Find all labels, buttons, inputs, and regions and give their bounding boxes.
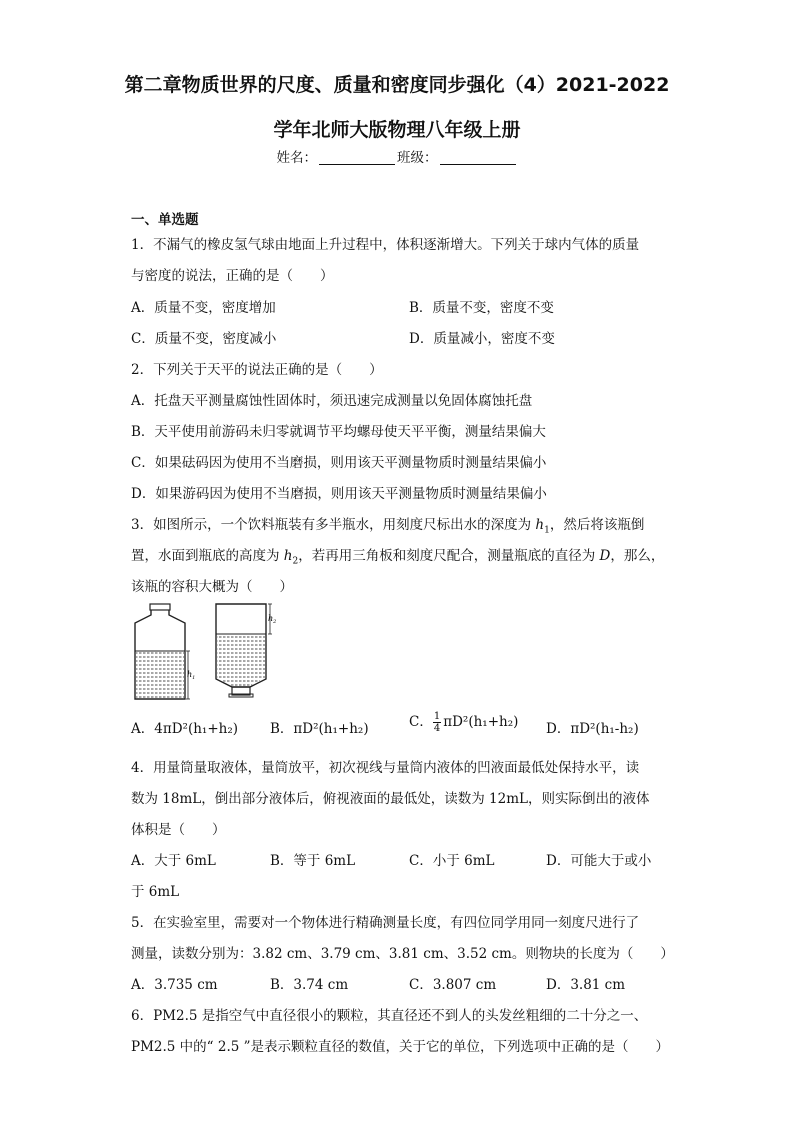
q4-option-b: B．等于 6mL xyxy=(270,853,356,869)
page-title: 第二章物质世界的尺度、质量和密度同步强化（4）2021-2022 xyxy=(124,74,670,96)
q3-stem-line1: 3．如图所示，一个饮料瓶装有多半瓶水，用刻度尺标出水的深度为 $h_1$，然后将该瓶倒 xyxy=(131,517,645,536)
q6-stem-line1: 6．PM2.5 是指空气中直径很小的颗粒，其直径还不到人的头发丝粗细的二十分之一、 xyxy=(131,1008,648,1024)
q2-option-a: A．托盘天平测量腐蚀性固体时，须迅速完成测量以免固体腐蚀托盘 xyxy=(131,393,533,409)
q4-stem-line2: 数为 18mL，倒出部分液体后，俯视液面的最低处，读数为 12mL，则实际倒出的液体 xyxy=(131,791,650,807)
name-class-row xyxy=(0,146,794,166)
h2-symbol: h xyxy=(283,548,293,564)
q5-option-c: C．3.807 cm xyxy=(409,977,497,993)
h1-symbol: h xyxy=(535,517,545,533)
q5-stem-line1: 5．在实验室里，需要对一个物体进行精确测量长度，有四位同学用同一刻度尺进行了 xyxy=(131,915,640,931)
q1-option-b: B．质量不变，密度不变 xyxy=(409,300,554,316)
name-label: 姓名： xyxy=(276,150,317,166)
q2-option-b: B．天平使用前游码未归零就调节平均螺母使天平平衡，测量结果偏大 xyxy=(131,424,546,440)
name-field[interactable] xyxy=(319,150,395,165)
q3-option-c: C． $\frac{1}{4}$ πD²(h₁+h₂) xyxy=(409,711,519,734)
q2-option-d: D．如果游码因为使用不当磨损，则用该天平测量物质时测量结果偏小 xyxy=(131,486,547,502)
section-heading: 一、单选题 xyxy=(131,212,199,228)
q1-stem-line1: 1．不漏气的橡皮氢气球由地面上升过程中，体积逐渐增大。下列关于球内气体的质量 xyxy=(131,237,640,253)
quarter-fraction: $\frac{1}{4}$ xyxy=(433,711,441,734)
q5-option-a: A．3.735 cm xyxy=(131,977,218,993)
q4-option-d: D．可能大于或小 xyxy=(546,853,652,869)
q4-option-c: C．小于 6mL xyxy=(409,853,495,869)
q5-option-b: B．3.74 cm xyxy=(270,977,349,993)
q3-stem-line2: 置，水面到瓶底的高度为 $h_2$，若再用三角板和刻度尺配合，测量瓶底的直径为 D，那么， xyxy=(131,548,665,567)
q4-stem-line1: 4．用量筒量取液体，量筒放平，初次视线与量筒内液体的凹液面最低处保持水平，读 xyxy=(131,760,640,776)
q2-stem: 2．下列关于天平的说法正确的是（ ） xyxy=(131,362,383,378)
q1-option-a: A．质量不变，密度增加 xyxy=(131,300,276,316)
page-subtitle: 学年北师大版物理八年级上册 xyxy=(273,119,521,141)
d-symbol: D xyxy=(599,548,611,564)
class-field[interactable] xyxy=(440,150,516,165)
q2-option-c: C．如果砝码因为使用不当磨损，则用该天平测量物质时测量结果偏小 xyxy=(131,455,547,471)
q5-option-d: D．3.81 cm xyxy=(546,977,626,993)
q4-option-d-cont: 于 6mL xyxy=(131,884,180,900)
fig-h2-label: $h_2$ xyxy=(268,614,277,625)
q1-stem-line2: 与密度的说法，正确的是（ ） xyxy=(131,268,334,284)
q6-stem-line2: PM2.5 中的“ 2.5 ”是表示颗粒直径的数值，关于它的单位，下列选项中正确的是（ ） xyxy=(131,1039,670,1055)
q1-option-c: C．质量不变，密度减小 xyxy=(131,331,277,347)
q4-option-a: A．大于 6mL xyxy=(131,853,216,869)
q3-option-b: B．πD²(h₁+h₂) xyxy=(270,721,369,737)
q1-option-d: D．质量减小，密度不变 xyxy=(409,331,555,347)
q3-option-d: D．πD²(h₁-h₂) xyxy=(546,721,639,737)
inverted-bottle xyxy=(216,604,276,697)
bottle-figure xyxy=(131,603,291,703)
upright-bottle xyxy=(135,604,195,699)
class-label: 班级： xyxy=(397,150,438,166)
q3-option-a: A．4πD²(h₁+h₂) xyxy=(131,721,239,737)
q5-stem-line2: 测量，读数分别为：3.82 cm、3.79 cm、3.81 cm、3.52 cm。则物块的长度为（ ） xyxy=(131,946,674,962)
q3-stem-line3: 该瓶的容积大概为（ ） xyxy=(131,579,293,595)
fig-h1-label: $h_1$ xyxy=(187,670,196,681)
q4-stem-line3: 体积是（ ） xyxy=(131,822,226,838)
